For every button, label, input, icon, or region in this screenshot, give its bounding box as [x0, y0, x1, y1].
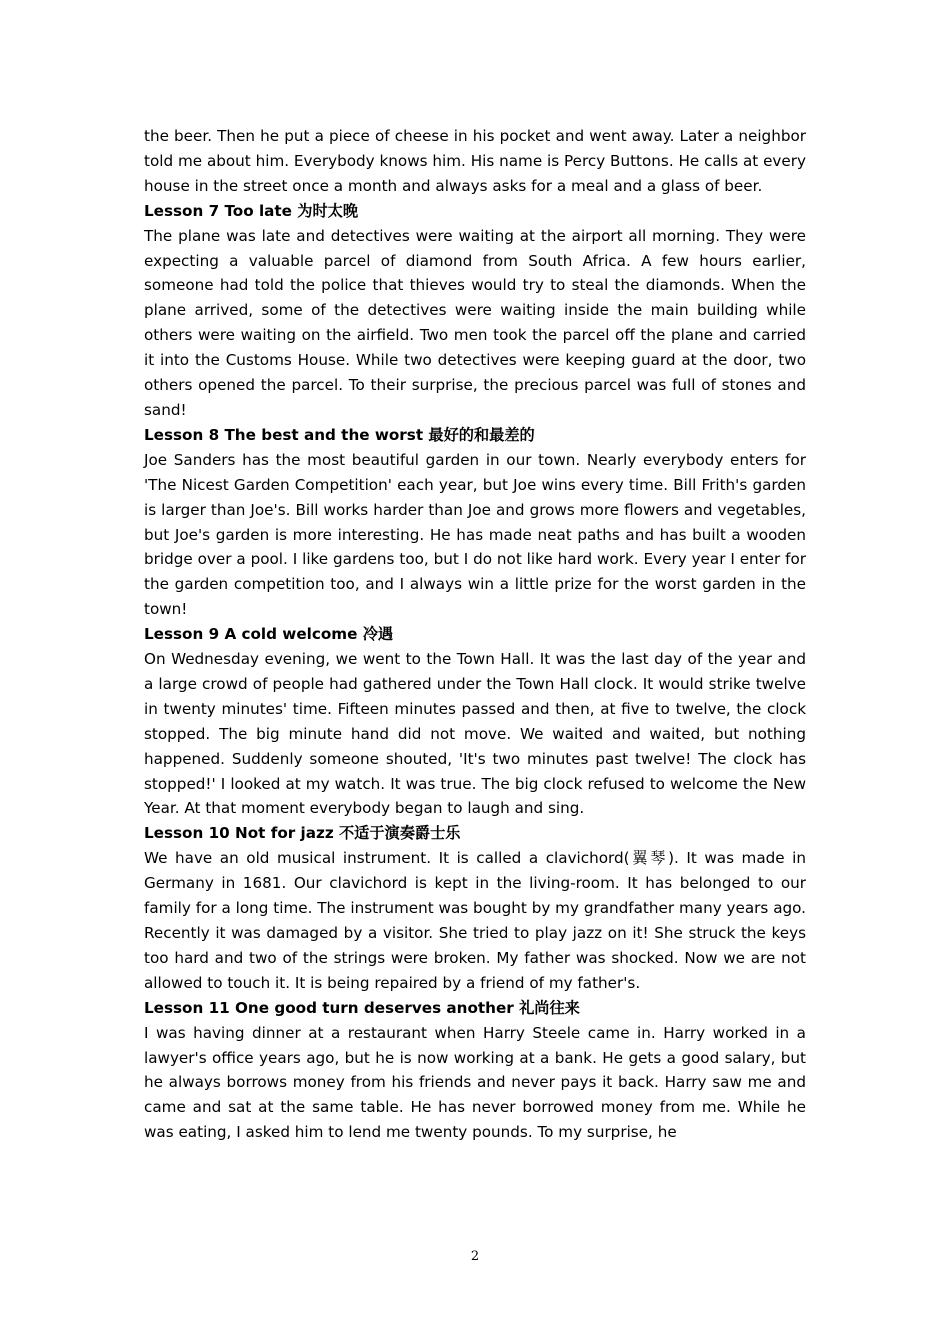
lesson-7-heading: [144, 199, 806, 224]
lesson-title-chinese: 最好的和最差的: [428, 425, 535, 444]
page-content: [144, 124, 806, 1145]
lesson-8-heading: [144, 423, 806, 448]
lesson-title-chinese: 不适于演奏爵士乐: [338, 824, 461, 843]
lesson-title-chinese: 冷遇: [362, 625, 394, 644]
lesson-title: Lesson 11 One good turn deserves another: [144, 998, 514, 1017]
lesson-9-text: On Wednesday evening, we went to the Town Hall. It was the last day of the year and a large crowd of people had gathered under the Town Hall clock. It would strike twelve in twenty minutes' time. Fifteen minutes passed and then, at five to twelve, the clock stopped. The big minute hand did not move. We waited and waited, but nothing happened. Suddenly someone shouted, 'It's two minutes past twelve! The clock has stopped!' I looked at my watch. It was true. The big clock refused to welcome the New Year. At that moment everybody began to laugh and sing.: [144, 650, 806, 818]
intro-paragraph: the beer. Then he put a piece of cheese in his pocket and went away. Later a neighbor told me about him. Everybody knows him. His name is Percy Buttons. He calls at every house in the street once a month and always asks for a meal and a glass of beer.: [144, 127, 806, 195]
lesson-title: Lesson 10 Not for jazz: [144, 824, 334, 843]
lesson-title: Lesson 8 The best and the worst: [144, 425, 424, 444]
lesson-7-text: The plane was late and detectives were waiting at the airport all morning. They were expecting a valuable parcel of diamond from South Africa. A few hours earlier, someone had told the police that thieves would try to steal the diamonds. When the plane arrived, some of the detectives were waiting inside the main building while others were waiting on the airfield. Two men took the parcel off the plane and carried it into the Customs House. While two detectives were keeping guard at the door, two others opened the parcel. To their surprise, the precious parcel was full of stones and sand!: [144, 226, 806, 419]
lesson-11-heading: [144, 996, 806, 1021]
page-number: 2: [470, 1249, 480, 1264]
lesson-10-text: We have an old musical instrument. It is called a clavichord(翼琴). It was made in Germany in 1681. Our clavichord is kept in the living-room. It has belonged to our family for a long time. The instrument was bought by my grandfather many years ago. Recently it was damaged by a visitor. She tried to play jazz on it! She struck the keys too hard and two of the strings were broken. My father was shocked. Now we are not allowed to touch it. It is being repaired by a friend of my father's.: [144, 849, 806, 992]
lesson-title: Lesson 9 A cold welcome: [144, 625, 358, 644]
lesson-9-heading: [144, 622, 806, 647]
lesson-10-heading: [144, 821, 806, 846]
lesson-11-text: I was having dinner at a restaurant when Harry Steele came in. Harry worked in a lawyer's office years ago, but he is now working at a bank. He gets a good salary, but he always borrows money from his friends and never pays it back. Harry saw me and came and sat at the same table. He has never borrowed money from me. While he was eating, I asked him to lend me twenty pounds. To my surprise, he: [144, 1023, 806, 1142]
lesson-8-text: Joe Sanders has the most beautiful garden in our town. Nearly everybody enters for 'The Nicest Garden Competition' each year, but Joe wins every time. Bill Frith's garden is larger than Joe's. Bill works harder than Joe and grows more flowers and vegetables, but Joe's garden is more interesting. He has made neat paths and has built a wooden bridge over a pool. I like gardens too, but I do not like hard work. Every year I enter for the garden competition too, and I always win a little prize for the worst garden in the town!: [144, 450, 806, 619]
lesson-title-chinese: 为时太晚: [297, 201, 359, 220]
lesson-title-chinese: 礼尚往来: [519, 998, 580, 1017]
lesson-title: Lesson 7 Too late: [144, 201, 292, 220]
